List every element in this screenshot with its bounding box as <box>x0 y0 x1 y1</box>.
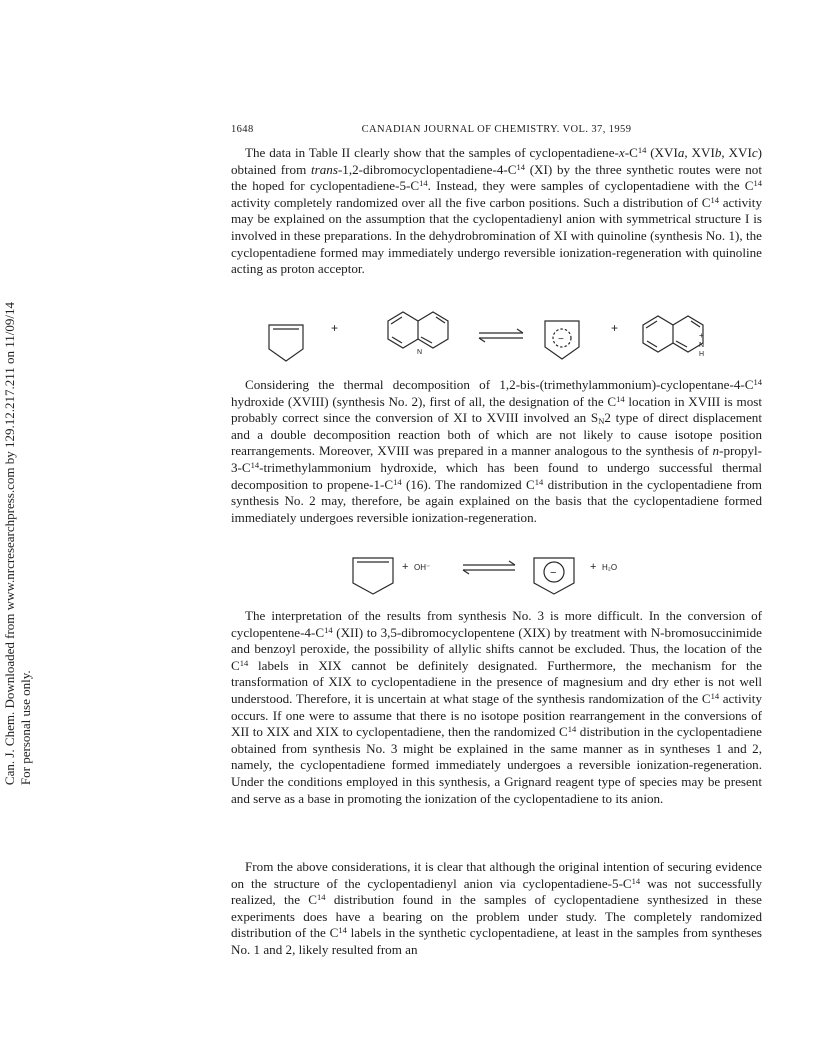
paragraph-2: Considering the thermal decomposition of $1,2-bis-(trimethylammonium)-cyclopentane-4-C^{14}$ hydroxide (XVIII) (synthesis No. 2), first of all, the designation of the $C^{14}$ location in XVIII is most probably correct since the conversion of XI to XVIII involved an $S_N2$ type of direct displacement and a double decomposition reaction both of which are not likely to cause isotope position rearrangements. Moreover, XVIII was prepared in a manner analogous to the synthesis of $n-propyl-3-C^{14}$-trimethylammonium hydroxide, which has been found to undergo successful thermal decomposition to propene-$1-C^{14}$ (16). The randomized $C^{14}$ distribution in the cyclopentadiene from synthesis No. 2 may, therefore, be again explained on the basis that the cyclopentadiene formed immediately undergoes reversible ionization-regeneration. <box>231 377 763 525</box>
personal-use-notice: For personal use only. <box>18 670 33 786</box>
hydrogen-label: H <box>699 351 705 358</box>
paragraph-1: The data in Table II clearly show that the samples of cyclopentadiene-$x-C^{14}$ (XVIa, XVIb, XVIc) obtained from trans-$1,2-dibromocyclopentadiene-4-C^{14}$ (XI) by the three synthetic routes were not the hoped for cyclopentadiene-$5-C^{14}$. Instead, they were samples of cyclopentadiene with the $C^{14}$ activity completely randomized over all the five carbon positions. Such a distribution of $C^{14}$ activity may be explained on the assumption that the cyclopentadienyl anion with symmetrical structure I is involved in these preparations. In the dehydrobromination of XI with quinoline (synthesis No. 1), the cyclopentadiene formed may immediately undergo reversible ionization-regeneration with quinoline acting as proton acceptor. <box>231 145 762 277</box>
hydroxide-label: OH⁻ <box>414 563 431 572</box>
reaction-scheme-2 <box>231 553 762 597</box>
equilibrium-arrows-1 <box>479 329 523 342</box>
plus-sign: + <box>402 561 409 573</box>
nitrogen-label: N <box>699 342 705 349</box>
cyclopentadiene-structure <box>269 325 303 361</box>
download-notice: Can. J. Chem. Downloaded from www.nrcresearchpress.com by 129.12.217.211 on 11/09/14 <box>2 302 17 786</box>
quinolinium-structure <box>643 316 703 352</box>
plus-sign: + <box>590 561 597 573</box>
minus-charge: − <box>550 567 557 579</box>
plus-sign: + <box>331 321 339 335</box>
page-number: 1648 <box>231 124 254 135</box>
water-label: H₂O <box>602 563 618 572</box>
minus-charge: − <box>558 334 564 345</box>
paragraph-3: The interpretation of the results from synthesis No. 3 is more difficult. In the conversion of cyclopentene-$4-C^{14}$ (XII) to 3,5-dibromocyclopentene (XIX) by treatment with N-bromosuccinimide and benzoyl peroxide, the possibility of allylic shifts cannot be excluded. Thus, the location of the $C^{14}$ labels in XIX cannot be definitely designated. Furthermore, the mechanism for the transformation of XIX to cyclopentadiene in the presence of magnesium and dry ether is not well understood. Therefore, it is uncertain at what stage of the synthesis randomization of the $C^{14}$ activity occurs. If one were to assume that there is no isotope position rearrangement in the conversions of XII to XIX and XIX to cyclopentadiene, then the randomized $C^{14}$ distribution in the cyclopentadiene obtained from synthesis No. 3 might be explained in the same manner as in syntheses 1 and 2, namely, the cyclopentadiene formed immediately undergoes a reversible ionization-regeneration. Under the conditions employed in this synthesis, a Grignard reagent type of species may be present and serve as a base in promoting the ionization of the cyclopentadiene to its anion. <box>231 608 762 806</box>
cyclopentadiene-structure <box>353 558 393 594</box>
plus-sign: + <box>611 321 619 335</box>
equilibrium-arrows-2 <box>463 561 515 574</box>
download-watermark <box>2 302 34 785</box>
plus-charge: + <box>699 331 704 340</box>
quinoline-structure <box>388 312 448 348</box>
running-title: CANADIAN JOURNAL OF CHEMISTRY. VOL. 37, 1959 <box>361 124 632 135</box>
paragraph-4: From the above considerations, it is clear that although the original intention of securing evidence on the structure of the cyclopentadienyl anion via cyclopentadiene-$5-C^{14}$ was not successfully realized, the $C^{14}$ distribution found in the samples of cyclopentadiene synthesized in these experiments does have a bearing on the problem under study. The completely randomized distribution of the $C^{14}$ labels in the synthetic cyclopentadiene, at least in the samples from syntheses No. 1 and 2, likely resulted from an <box>231 859 762 957</box>
reaction-scheme-1 <box>231 305 762 377</box>
page-header <box>231 124 762 138</box>
nitrogen-label: N <box>417 349 423 356</box>
